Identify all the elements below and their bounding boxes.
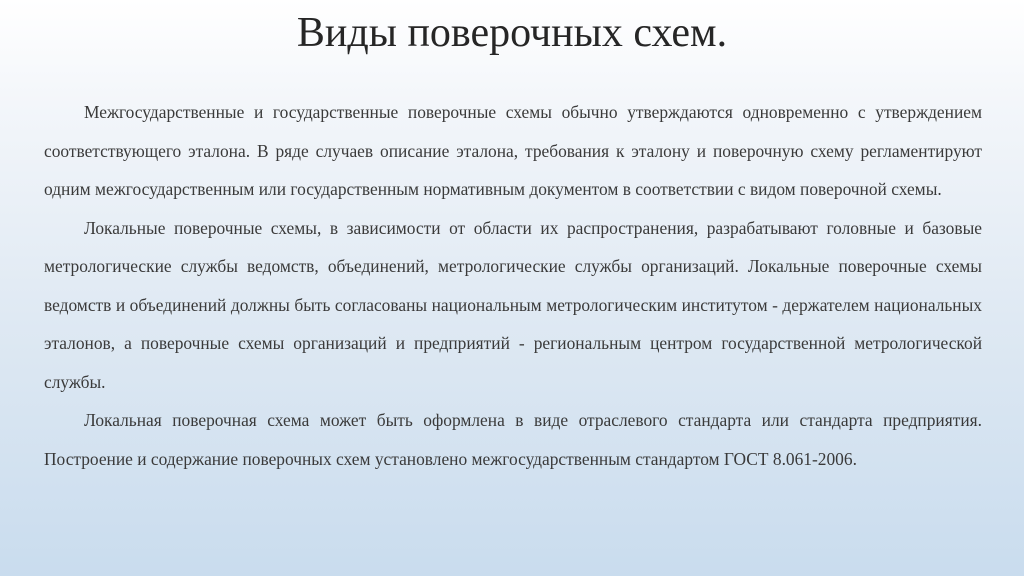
slide-body (44, 93, 982, 478)
paragraph-2: Локальные поверочные схемы, в зависимости от области их распространения, разрабатывают головные и базовые метрологические службы ведомств, объединений, метрологические службы организаций. Локальные поверочные схемы ведомств и объединений должны быть согласованы национальным метрологическим институтом - держателем национальных эталонов, а поверочные схемы организаций и предприятий - региональным центром государственной метрологической службы. (44, 217, 982, 392)
paragraph-3: Локальная поверочная схема может быть оформлена в виде отраслевого стандарта или стандарта предприятия. Построение и содержание поверочных схем установлено межгосударственным стандартом ГОСТ 8.061-2006. (44, 410, 982, 469)
slide-title: Виды поверочных схем. (296, 10, 728, 56)
paragraph-1: Межгосударственные и государственные поверочные схемы обычно утверждаются одновременно с утверждением соответствующего эталона. В ряде случаев описание эталона, требования к эталону и поверочную схему регламентируют одним межгосударственным или государственным нормативным документом в соответствии с видом поверочной схемы. (44, 102, 982, 199)
